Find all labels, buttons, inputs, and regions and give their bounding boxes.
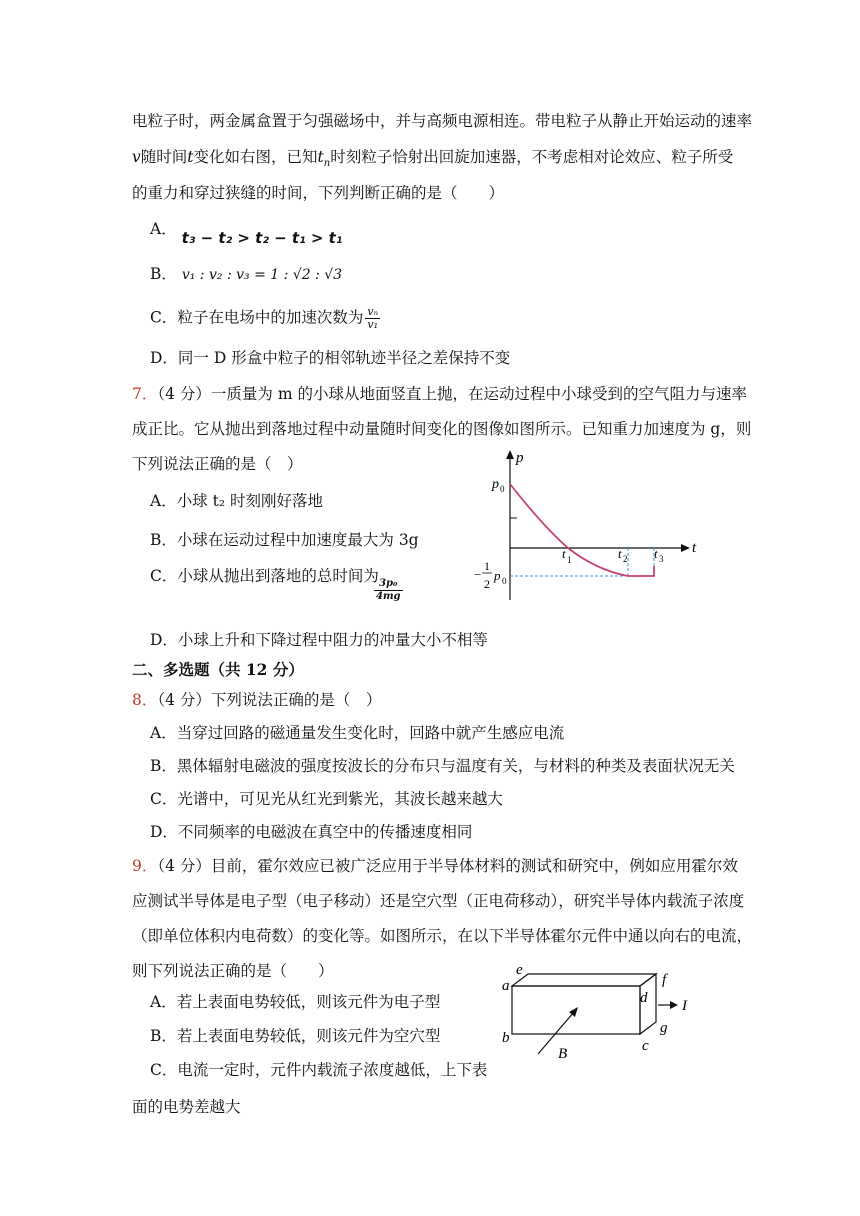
label-b-field: B — [558, 1046, 568, 1062]
q7-option-c-fraction: $\frac{\text{3p₀}}{4mg}$ — [376, 578, 401, 602]
t2-label: t — [618, 546, 622, 561]
q8-number: 8． — [132, 691, 158, 709]
q9-line4: 则下列说法正确的是（ ） — [132, 962, 334, 980]
q7-option-c: C．小球从抛出到落地的总时间为 — [150, 567, 379, 585]
p-axis-label: p — [516, 450, 524, 466]
t-axis-arrow — [681, 544, 690, 552]
q9-option-c-cont: 面的电势差越大 — [132, 1098, 241, 1116]
half-denominator: 2 — [484, 577, 490, 591]
t3-label: t — [654, 546, 658, 561]
q9-option-c: C．电流一定时，元件内载流子浓度越低，上下表 — [150, 1061, 488, 1079]
p0-subscript: 0 — [500, 484, 505, 494]
q9-line3: （即单位体积内电荷数）的变化等。如图所示，在以下半导体霍尔元件中通以向右的电流， — [132, 927, 753, 945]
label-i: I — [682, 998, 687, 1014]
q9-option-b: B．若上表面电势较低，则该元件为空穴型 — [150, 1027, 441, 1045]
q8-stem: 8．（4 分）下列说法正确的是（ ） — [132, 691, 382, 709]
q6-option-a: A． t₃ − t₂ > t₂ − t₁ > t₁ — [150, 220, 343, 247]
q7-number: 7． — [132, 385, 158, 403]
q8-option-d: D．不同频率的电磁波在真空中的传播速度相同 — [150, 823, 473, 841]
t1-label: t — [562, 546, 566, 561]
q8-option-b: B．黑体辐射电磁波的强度按波长的分布只与温度有关，与材料的种类及表面状况无关 — [150, 757, 735, 775]
label-g: g — [660, 1020, 668, 1036]
q6-option-d: D．同一 D 形盒中粒子的相邻轨迹半径之差保持不变 — [150, 349, 511, 367]
current-arrowhead — [670, 1001, 678, 1009]
negative-sign: − — [474, 567, 482, 582]
box-top-face — [512, 974, 656, 986]
q6-option-c: C．粒子在电场中的加速次数为 $\frac{\text{vₙ}}{\text{v₁}}$ — [150, 305, 379, 331]
q6-option-b: B． v₁ : v₂ : v₃ = 1 : √2 : √3 — [150, 265, 343, 283]
q7-line3: 下列说法正确的是（ ） — [132, 455, 303, 473]
q7-option-a: A．小球 t₂ 时刻刚好落地 — [150, 492, 323, 510]
label-b: b — [502, 1030, 510, 1046]
q7-line2: 成正比。它从抛出到落地过程中动量随时间变化的图像如图所示。已知重力加速度为 g，则 — [132, 420, 752, 438]
q9-line1: 9．（4 分）目前，霍尔效应已被广泛应用于半导体材料的测试和研究中，例如应用霍尔效 — [132, 857, 738, 875]
label-c: c — [642, 1038, 649, 1054]
t3-subscript: 3 — [659, 554, 664, 564]
q6-line3: 的重力和穿过狭缝的时间，下列判断正确的是（ ） — [132, 184, 505, 202]
q7-line1: 7．（4 分）一质量为 m 的小球从地面竖直上抛，在运动过程中小球受到的空气阻力与速率 — [132, 385, 747, 403]
q6-line1: 电粒子时，两金属盒置于匀强磁场中，并与高频电源相连。带电粒子从静止开始运动的速率 — [132, 112, 753, 130]
label-d: d — [640, 990, 648, 1006]
label-e: e — [516, 962, 523, 978]
q9-number: 9． — [132, 857, 158, 875]
t-axis-label: t — [692, 540, 697, 556]
t1-subscript: 1 — [567, 555, 572, 565]
label-f: f — [662, 972, 667, 988]
fraction-vn-v1: $\frac{\text{vₙ}}{\text{v₁}}$ — [367, 305, 379, 331]
label-a: a — [502, 978, 510, 994]
neg-p0-label: p — [494, 568, 501, 583]
half-numerator: 1 — [484, 559, 490, 573]
momentum-curve — [510, 484, 654, 576]
t2-subscript: 2 — [623, 554, 628, 564]
momentum-time-graph — [470, 448, 700, 608]
q9-option-a: A．若上表面电势较低，则该元件为电子型 — [150, 993, 441, 1011]
q6-line2: v随时间t变化如右图，已知$t_n$时刻粒子恰射出回旋加速器，不考虑相对论效应、粒子所受 — [132, 148, 734, 170]
p0-label: p — [492, 477, 499, 492]
q8-option-a: A．当穿过回路的磁通量发生变化时，回路中就产生感应电流 — [150, 724, 565, 742]
q7-option-b: B．小球在运动过程中加速度最大为 3g — [150, 531, 419, 549]
neg-p0-subscript: 0 — [502, 576, 507, 586]
section-title: 二、多选题（共 12 分） — [132, 660, 304, 679]
q7-option-d: D．小球上升和下降过程中阻力的冲量大小不相等 — [150, 631, 488, 649]
hall-element-diagram — [498, 962, 708, 1062]
q9-line2: 应测试半导体是电子型（电子移动）还是空穴型（正电荷移动），研究半导体内载流子浓度 — [132, 892, 745, 910]
b-field-arrow — [538, 1012, 574, 1054]
q8-option-c: C．光谱中，可见光从红光到紫光，其波长越来越大 — [150, 790, 503, 808]
p-axis-arrow — [506, 450, 514, 459]
